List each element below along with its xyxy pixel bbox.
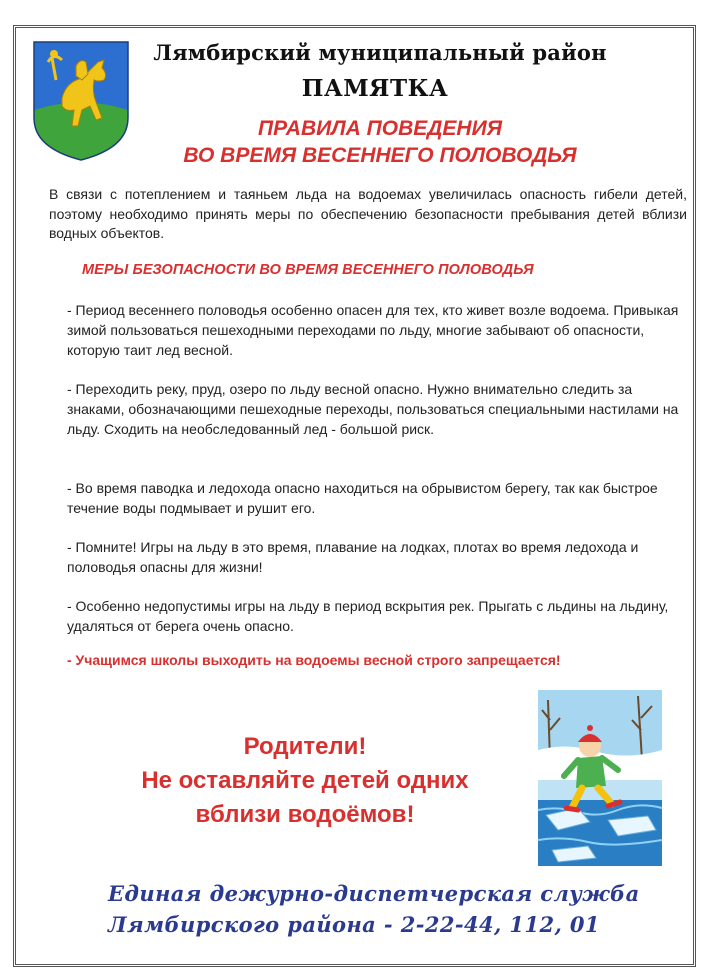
rules-title [130, 115, 630, 169]
child-on-ice-floe-illustration [538, 690, 662, 866]
measure-item: - Во время паводка и ледохода опасно находиться на обрывистом берегу, так как быстрое течение воды подмывает и рушит его. [67, 480, 658, 516]
measure-item: - Особенно недопустимы игры на льду в период вскрытия рек. Прыгать с льдины на льдину, удаляться от берега очень опасно. [67, 598, 669, 634]
rules-title-line1: ПРАВИЛА ПОВЕДЕНИЯ [257, 117, 502, 140]
measures-title: МЕРЫ БЕЗОПАСНОСТИ ВО ВРЕМЯ ВЕСЕННЕГО ПОЛОВОДЬЯ [82, 262, 534, 278]
appeal-line2: Не оставляйте детей одних [141, 767, 469, 794]
service-line2: Лямбирского района - 2-22-44, 112, 01 [108, 912, 600, 937]
school-warning: - Учащимся школы выходить на водоемы весной строго запрещается! [67, 652, 561, 668]
service-line1: Единая дежурно-диспетчерская служба [108, 881, 640, 906]
coat-of-arms-icon [32, 40, 130, 162]
measure-item: - Переходить реку, пруд, озеро по льду весной опасно. Нужно внимательно следить за знаками, обозначающими пешеходные переходы, пользоваться специальными настилами на льду. Сходить на необследованный лед - большой риск. [67, 381, 679, 437]
measure-item: - Помните! Игры на льду в это время, плавание на лодках, плотах во время ледохода и половодья опасны для жизни! [67, 539, 639, 575]
memo-heading: ПАМЯТКА [301, 75, 449, 102]
rules-title-line2: ВО ВРЕМЯ ВЕСЕННЕГО ПОЛОВОДЬЯ [183, 144, 577, 167]
parents-appeal [110, 730, 500, 832]
appeal-line1: Родители! [243, 733, 367, 760]
district-name: Лямбирский муниципальный район [153, 40, 607, 65]
intro-paragraph: В связи с потеплением и таяньем льда на водоемах увеличилась опасность гибели детей, поэтому необходимо принять меры по обеспечению безопасности пребывания детей вблизи водных объектов. [49, 186, 687, 241]
appeal-line3: вблизи водоёмов! [195, 801, 415, 828]
measure-item: - Период весеннего половодья особенно опасен для тех, кто живет возле водоема. Привыкая зимой пользоваться пешеходными переходами по льду, многие забывают об опасности, которую таит лед весной. [67, 302, 679, 358]
service-contacts [108, 878, 668, 940]
